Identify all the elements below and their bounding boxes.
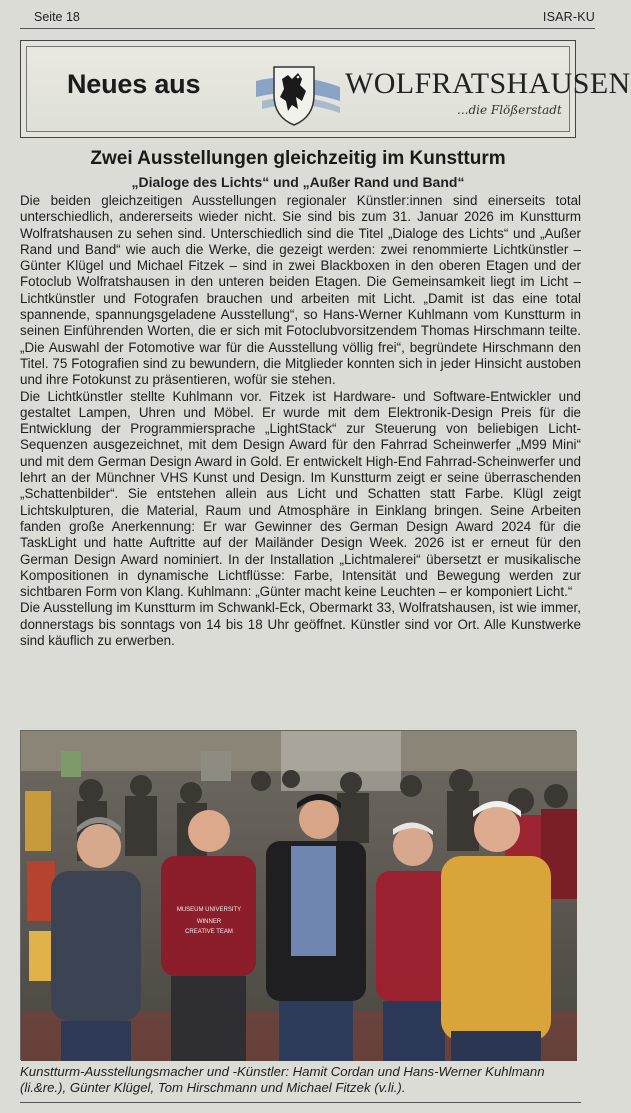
article-paragraph: Die Lichtkünstler stellte Kuhlmann vor. Fitzek ist Hardware- und Software-Entwickler und gestaltet Lampen, Uhren und Möbel. Er wurde mit dem Elektronik-Design Preis für die Entwicklung der Programmiersprache „LightStack“ zur Steuerung von beliebigen Licht-Sequenzen ausgezeichnet, mit dem Design Award für den Fahrrad Scheinwerfer „M99 Mini“ und mit dem German Design Award in Gold. Er entwickelt High-End Fahrrad-Scheinwerfer und lehrt an der Münchner VHS Kunst und Design. Im Kunstturm zeigt er seine überraschenden „Schattenbilder“. Sie entstehen allein aus Licht und Schatten statt Farbe. Klügl zeigt Lichtskulpturen, die Material, Raum und Atmosphäre in Einklang bringen. Seine Arbeiten fanden große Anerkennung: Er war Gewinner des German Design Award 2024 für die TaskLight und hatte Auftritte auf der Mailänder Design Week. 2026 ist er erneut für den German Design Award nominiert. In der Installation „Lichtmalerei“ übersetzt er musikalische Kompositionen in dynamische Lichtflüsse: Farbe, Intensität und Bewegung werden zur sichtbaren Form von Klang. Kuhlmann: „Günter macht keine Leuchten – er komponiert Licht.“ [20,388,581,600]
article-subheadline: „Dialoge des Lichts“ und „Außer Rand und Band“ [131,174,465,190]
header-rule [20,28,595,29]
town-crest-icon [252,61,342,131]
shirt-print: MUSEUM UNIVERSITY [176,907,242,913]
photo-scene [21,731,577,1061]
banner-tagline: ...die Flößerstadt [457,103,562,117]
section-banner [20,40,631,138]
article-paragraph: Die Ausstellung im Kunstturm im Schwankl-Eck, Obermarkt 33, Wolfratshausen, ist wie immer, donnerstags bis sonntags von 14 bis 18 Uhr geöffnet. Künstler sind vor Ort. Alle Kunstwerke sind käuflich zu erwerben. [20,600,581,649]
svg-text:WINNER: WINNER [196,919,222,925]
banner-town-name: WOLFRATSHAUSEN [345,67,631,100]
article-body [20,193,581,649]
page-number: Seite 18 [34,10,80,24]
footer-rule [20,1102,581,1103]
publication-name: ISAR-KU [542,10,595,24]
group-photo [20,730,576,1060]
photo-caption: Kunstturm-Ausstellungsmacher und -Künstler: Hamit Cordan und Hans-Werner Kuhlmann (li.&re.), Günter Klügel, Tom Hirschmann und Michael Fitzek (v.li.). [20,1064,545,1096]
article-headline: Zwei Ausstellungen gleichzeitig im Kunstturm [90,148,506,169]
banner-label: Neues aus [67,69,201,99]
article-paragraph: Die beiden gleichzeitigen Ausstellungen regionaler Künstler:innen sind einerseits total unterschiedlich, andererseits wieder nicht. Sie sind bis zum 31. Januar 2026 im Kunstturm Wolfratshausen zu sehen sind. Unterschiedlich sind die Titel „Dialoge des Lichts“ und „Außer Rand und Band“ wie auch die Werke, die gezeigt werden: zwei renommierte Lichtkünstler – Günter Klügel und Michael Fitzek – sind in zwei Blackboxen in den oberen Etagen und der Fotoclub Wolfratshausen in den unteren beiden Etagen. Die Gemeinsamkeit liegt im Licht – Lichtkünstler und Fotografen brauchen und arbeiten mit Licht. „Damit ist das eine total spannende, spannungsgeladene Ausstellung“, so Hans-Werner Kuhlmann vom Kunstturm in seinen Einführenden Worten, die er sich mit Fotoclubvorsitzendem Thomas Hirschmann teilte. „Die Auswahl der Fotomotive war für die Ausstellung völlig frei“, begründete Hirschmann den Titel. 75 Fotografien sind zu bewundern, die Mitglieder konnten sich in jeder Hinsicht austoben und ihre Fotokunst zu präsentieren, wofür sie stehen. [20,193,581,388]
page-header [0,0,595,30]
banner-frame [26,46,631,132]
svg-text:CREATIVE TEAM: CREATIVE TEAM [185,929,233,935]
